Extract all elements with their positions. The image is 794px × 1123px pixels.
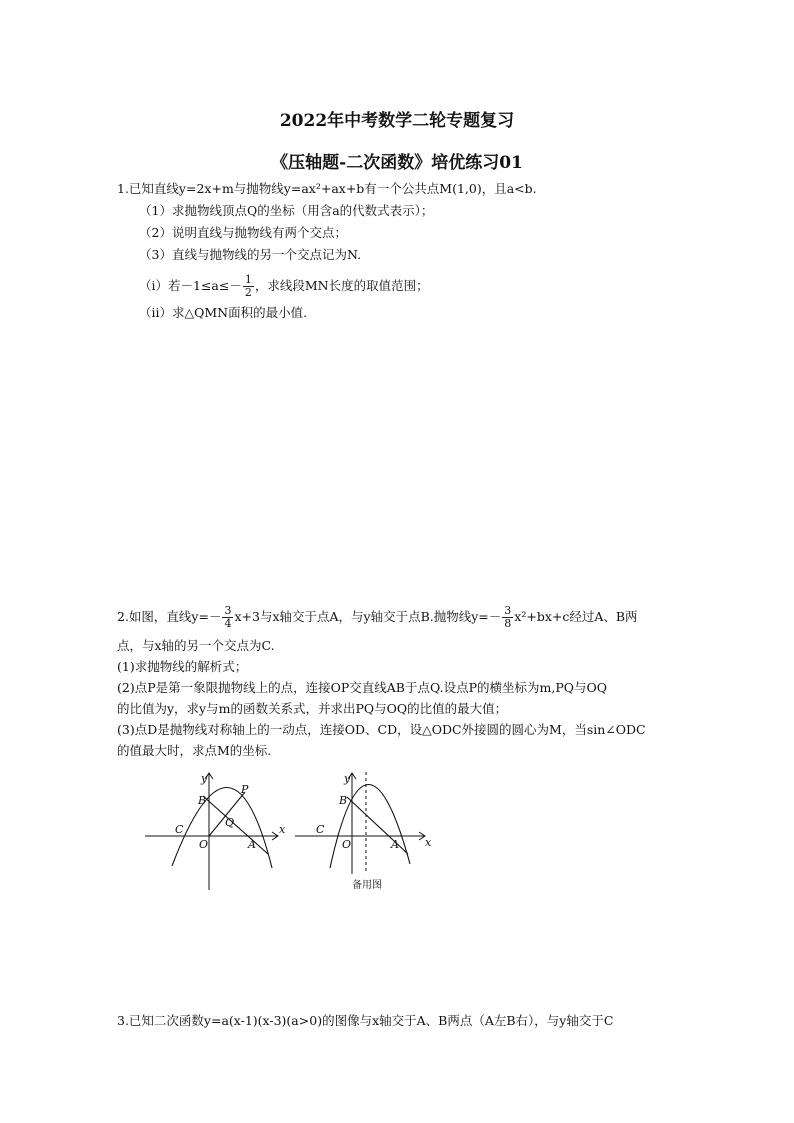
label-o: O [199, 838, 209, 851]
figure-1 [140, 768, 290, 894]
segment-op [209, 792, 245, 836]
q2-line2: 点，与x轴的另一个交点为C. [117, 638, 275, 653]
label-c: C [316, 823, 325, 836]
figure-caption: 备用图 [352, 880, 382, 891]
q2-line7: 的值最大时，求点M的坐标. [117, 743, 272, 758]
q2-line1-c: x²+bx+c经过A、B两 [514, 609, 638, 624]
label-y: y [201, 772, 208, 785]
q2-line3: (1)求抛物线的解析式； [117, 659, 248, 674]
fraction-denominator: 8 [504, 617, 512, 630]
fraction-numerator: 1 [244, 273, 252, 286]
q1-part1: （1）求抛物线顶点Q的坐标（用含a的代数式表示）； [139, 203, 434, 218]
page-title: 2022年中考数学二轮专题复习 [279, 111, 515, 131]
parabola [172, 787, 272, 868]
fraction-denominator: 4 [224, 617, 232, 630]
q3-line1: 3.已知二次函数y=a(x-1)(x-3)(a>0)的图像与x轴交于A、B两点（A左B右），与y轴交于C [117, 1013, 614, 1028]
q2-line5: 的比值为y，求y与m的函数关系式，并求出PQ与OQ的比值的最大值； [117, 701, 508, 716]
label-x: x [279, 823, 286, 836]
fraction-denominator: 2 [244, 286, 252, 299]
fraction-numerator: 3 [224, 604, 232, 617]
label-q: Q [225, 816, 235, 829]
page-subtitle: 《压轴题-二次函数》培优练习01 [271, 153, 523, 173]
q1-part3: （3）直线与抛物线的另一个交点记为N. [139, 247, 362, 262]
figure-2 [290, 768, 440, 894]
label-a: A [248, 838, 256, 851]
q1-stem: 1.已知直线y=2x+m与抛物线y=ax²+ax+b有一个公共点M(1,0)，且a<b. [117, 181, 537, 196]
label-b: B [198, 794, 207, 807]
label-b: B [339, 794, 348, 807]
label-a: A [391, 838, 399, 851]
fraction-numerator: 3 [504, 604, 512, 617]
q1-part3-i [139, 273, 429, 299]
label-c: C [175, 823, 184, 836]
q2-line1-b: x+3与x轴交于点A，与y轴交于点B.抛物线y=－ [234, 609, 502, 624]
q1-part3-i-text-a: （ⅰ）若－1≤a≤－ [139, 278, 242, 293]
q2-line1-a: 2.如图，直线y=－ [117, 609, 222, 624]
q2-fraction-1 [222, 605, 233, 630]
label-y: y [344, 772, 351, 785]
label-x: x [425, 836, 432, 849]
q2-line6: (3)点D是抛物线对称轴上的一动点，连接OD、CD，设△ODC外接圆的圆心为M，当sin∠ODC [117, 722, 646, 737]
q1-fraction [243, 274, 254, 299]
label-p: P [241, 783, 249, 796]
q1-part3-i-text-b: ，求线段MN长度的取值范围； [254, 278, 429, 293]
q2-line4: (2)点P是第一象限抛物线上的点，连接OP交直线AB于点Q.设点P的横坐标为m,PQ与OQ [117, 680, 607, 695]
q1-part2: （2）说明直线与抛物线有两个交点； [139, 225, 347, 240]
q2-line1 [117, 604, 638, 630]
q2-fraction-2 [502, 605, 513, 630]
q1-part3-ii: （ⅱ）求△QMN面积的最小值. [139, 305, 308, 320]
label-o: O [342, 838, 352, 851]
